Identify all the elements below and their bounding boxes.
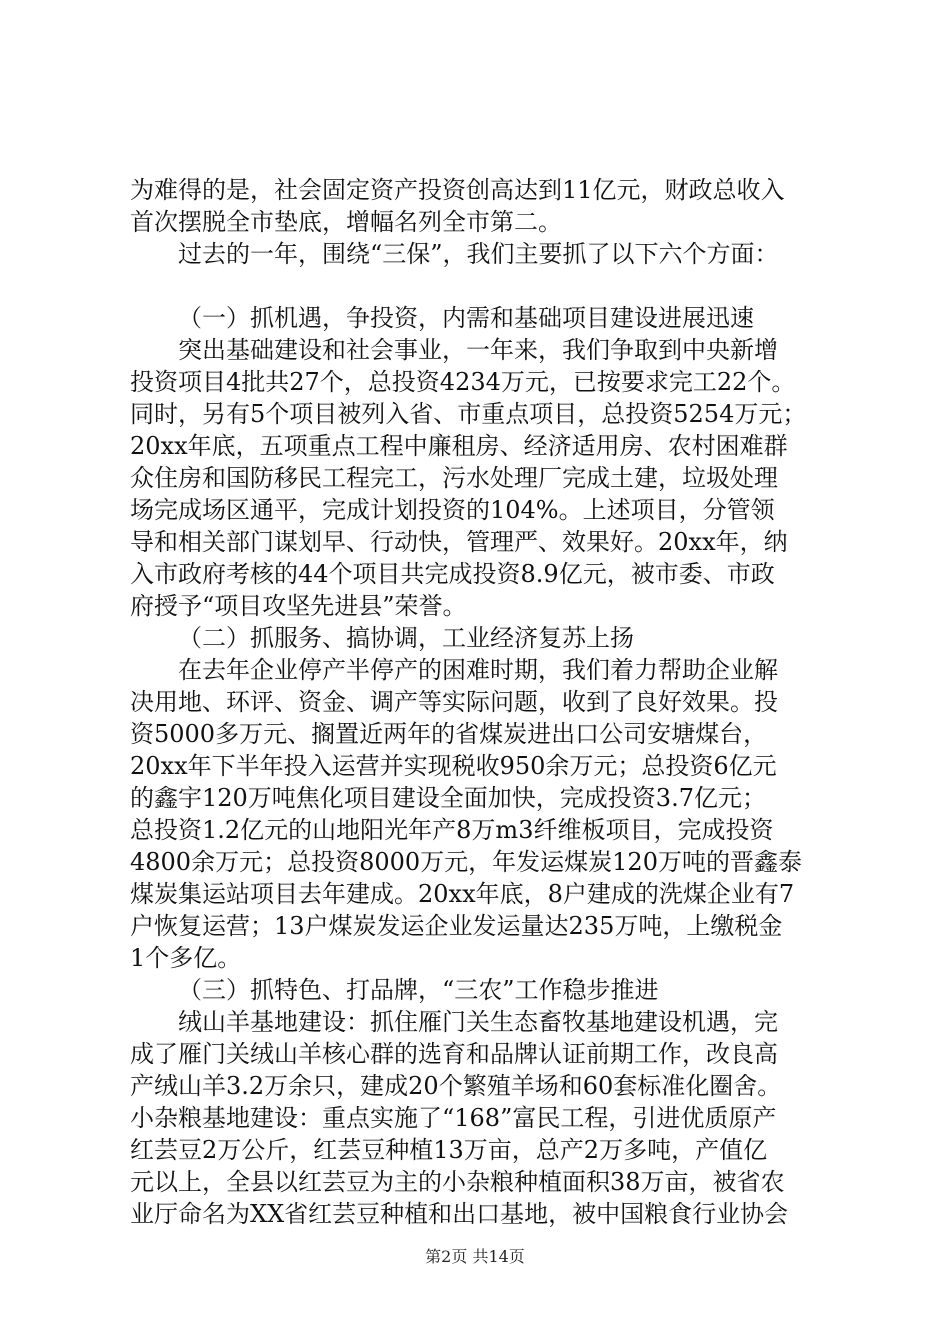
paragraph-gap — [130, 270, 830, 302]
text-line: 首次摆脱全市垫底，增幅名列全市第二。 — [130, 208, 562, 236]
text-line: 元以上，全县以红芸豆为主的小杂粮种植面积38万亩，被省农 — [130, 1168, 785, 1196]
text-line: 府授予“项目攻坚先进县”荣誉。 — [130, 592, 467, 620]
text-line: 红芸豆2万公斤，红芸豆种植13万亩，总产2万多吨，产值亿 — [130, 1136, 768, 1164]
text-line: 过去的一年，围绕“三保”，我们主要抓了以下六个方面： — [178, 240, 779, 268]
section-heading: （一）抓机遇，争投资，内需和基础项目建设进展迅速 — [178, 304, 754, 332]
text-line: 同时，另有5个项目被列入省、市重点项目，总投资5254万元； — [130, 400, 807, 428]
section-heading: （二）抓服务、搞协调，工业经济复苏上扬 — [178, 624, 634, 652]
text-line: 户恢复运营；13户煤炭发运企业发运量达235万吨，上缴税金 — [130, 912, 783, 940]
text-line: 煤炭集运站项目去年建成。20xx年底，8户建成的洗煤企业有7 — [130, 880, 795, 908]
text-line: 总投资1.2亿元的山地阳光年产8万m3纤维板项目，完成投资 — [130, 816, 774, 844]
text-line: 的鑫宇120万吨焦化项目建设全面加快，完成投资3.7亿元； — [130, 784, 766, 812]
text-line: 导和相关部门谋划早、行动快，管理严、效果好。20xx年，纳 — [130, 528, 788, 556]
text-line: 资5000多万元、搁置近两年的省煤炭进出口公司安塘煤台， — [130, 720, 768, 748]
text-line: 入市政府考核的44个项目共完成投资8.9亿元，被市委、市政 — [130, 560, 775, 588]
page-footer: 第2页 共14页 — [425, 1247, 525, 1266]
text-line: 决用地、环评、资金、调产等实际问题，收到了良好效果。投 — [130, 688, 778, 716]
text-line: 绒山羊基地建设：抓住雁门关生态畜牧基地建设机遇，完 — [178, 1008, 778, 1036]
text-line: 产绒山羊3.2万余只，建成20个繁殖羊场和60套标准化圈舍。 — [130, 1072, 782, 1100]
text-line: 20xx年下半年投入运营并实现税收950余万元；总投资6亿元 — [130, 752, 777, 780]
text-line: 成了雁门关绒山羊核心群的选育和品牌认证前期工作，改良高 — [130, 1040, 778, 1068]
text-line: 在去年企业停产半停产的困难时期，我们着力帮助企业解 — [178, 656, 778, 684]
text-line: 众住房和国防移民工程完工，污水处理厂完成土建，垃圾处理 — [130, 464, 778, 492]
text-line: 投资项目4批共27个，总投资4234万元，已按要求完工22个。 — [130, 368, 796, 396]
text-line: 1个多亿。 — [130, 944, 242, 972]
text-line: 突出基础建设和社会事业，一年来，我们争取到中央新增 — [178, 336, 778, 364]
text-line: 场完成场区通平，完成计划投资的104%。上述项目，分管领 — [130, 496, 775, 524]
text-line: 业厅命名为XX省红芸豆种植和出口基地，被中国粮食行业协会 — [130, 1200, 789, 1228]
text-line: 20xx年底，五项重点工程中廉租房、经济适用房、农村困难群 — [130, 432, 788, 460]
section-heading: （三）抓特色、打品牌，“三农”工作稳步推进 — [178, 976, 659, 1004]
text-line: 为难得的是，社会固定资产投资创高达到11亿元，财政总收入 — [130, 176, 785, 204]
document-body — [130, 174, 830, 1230]
text-line: 4800余万元；总投资8000万元，年发运煤炭120万吨的晋鑫泰 — [130, 848, 802, 876]
text-line: 小杂粮基地建设：重点实施了“168”富民工程，引进优质原产 — [130, 1104, 777, 1132]
